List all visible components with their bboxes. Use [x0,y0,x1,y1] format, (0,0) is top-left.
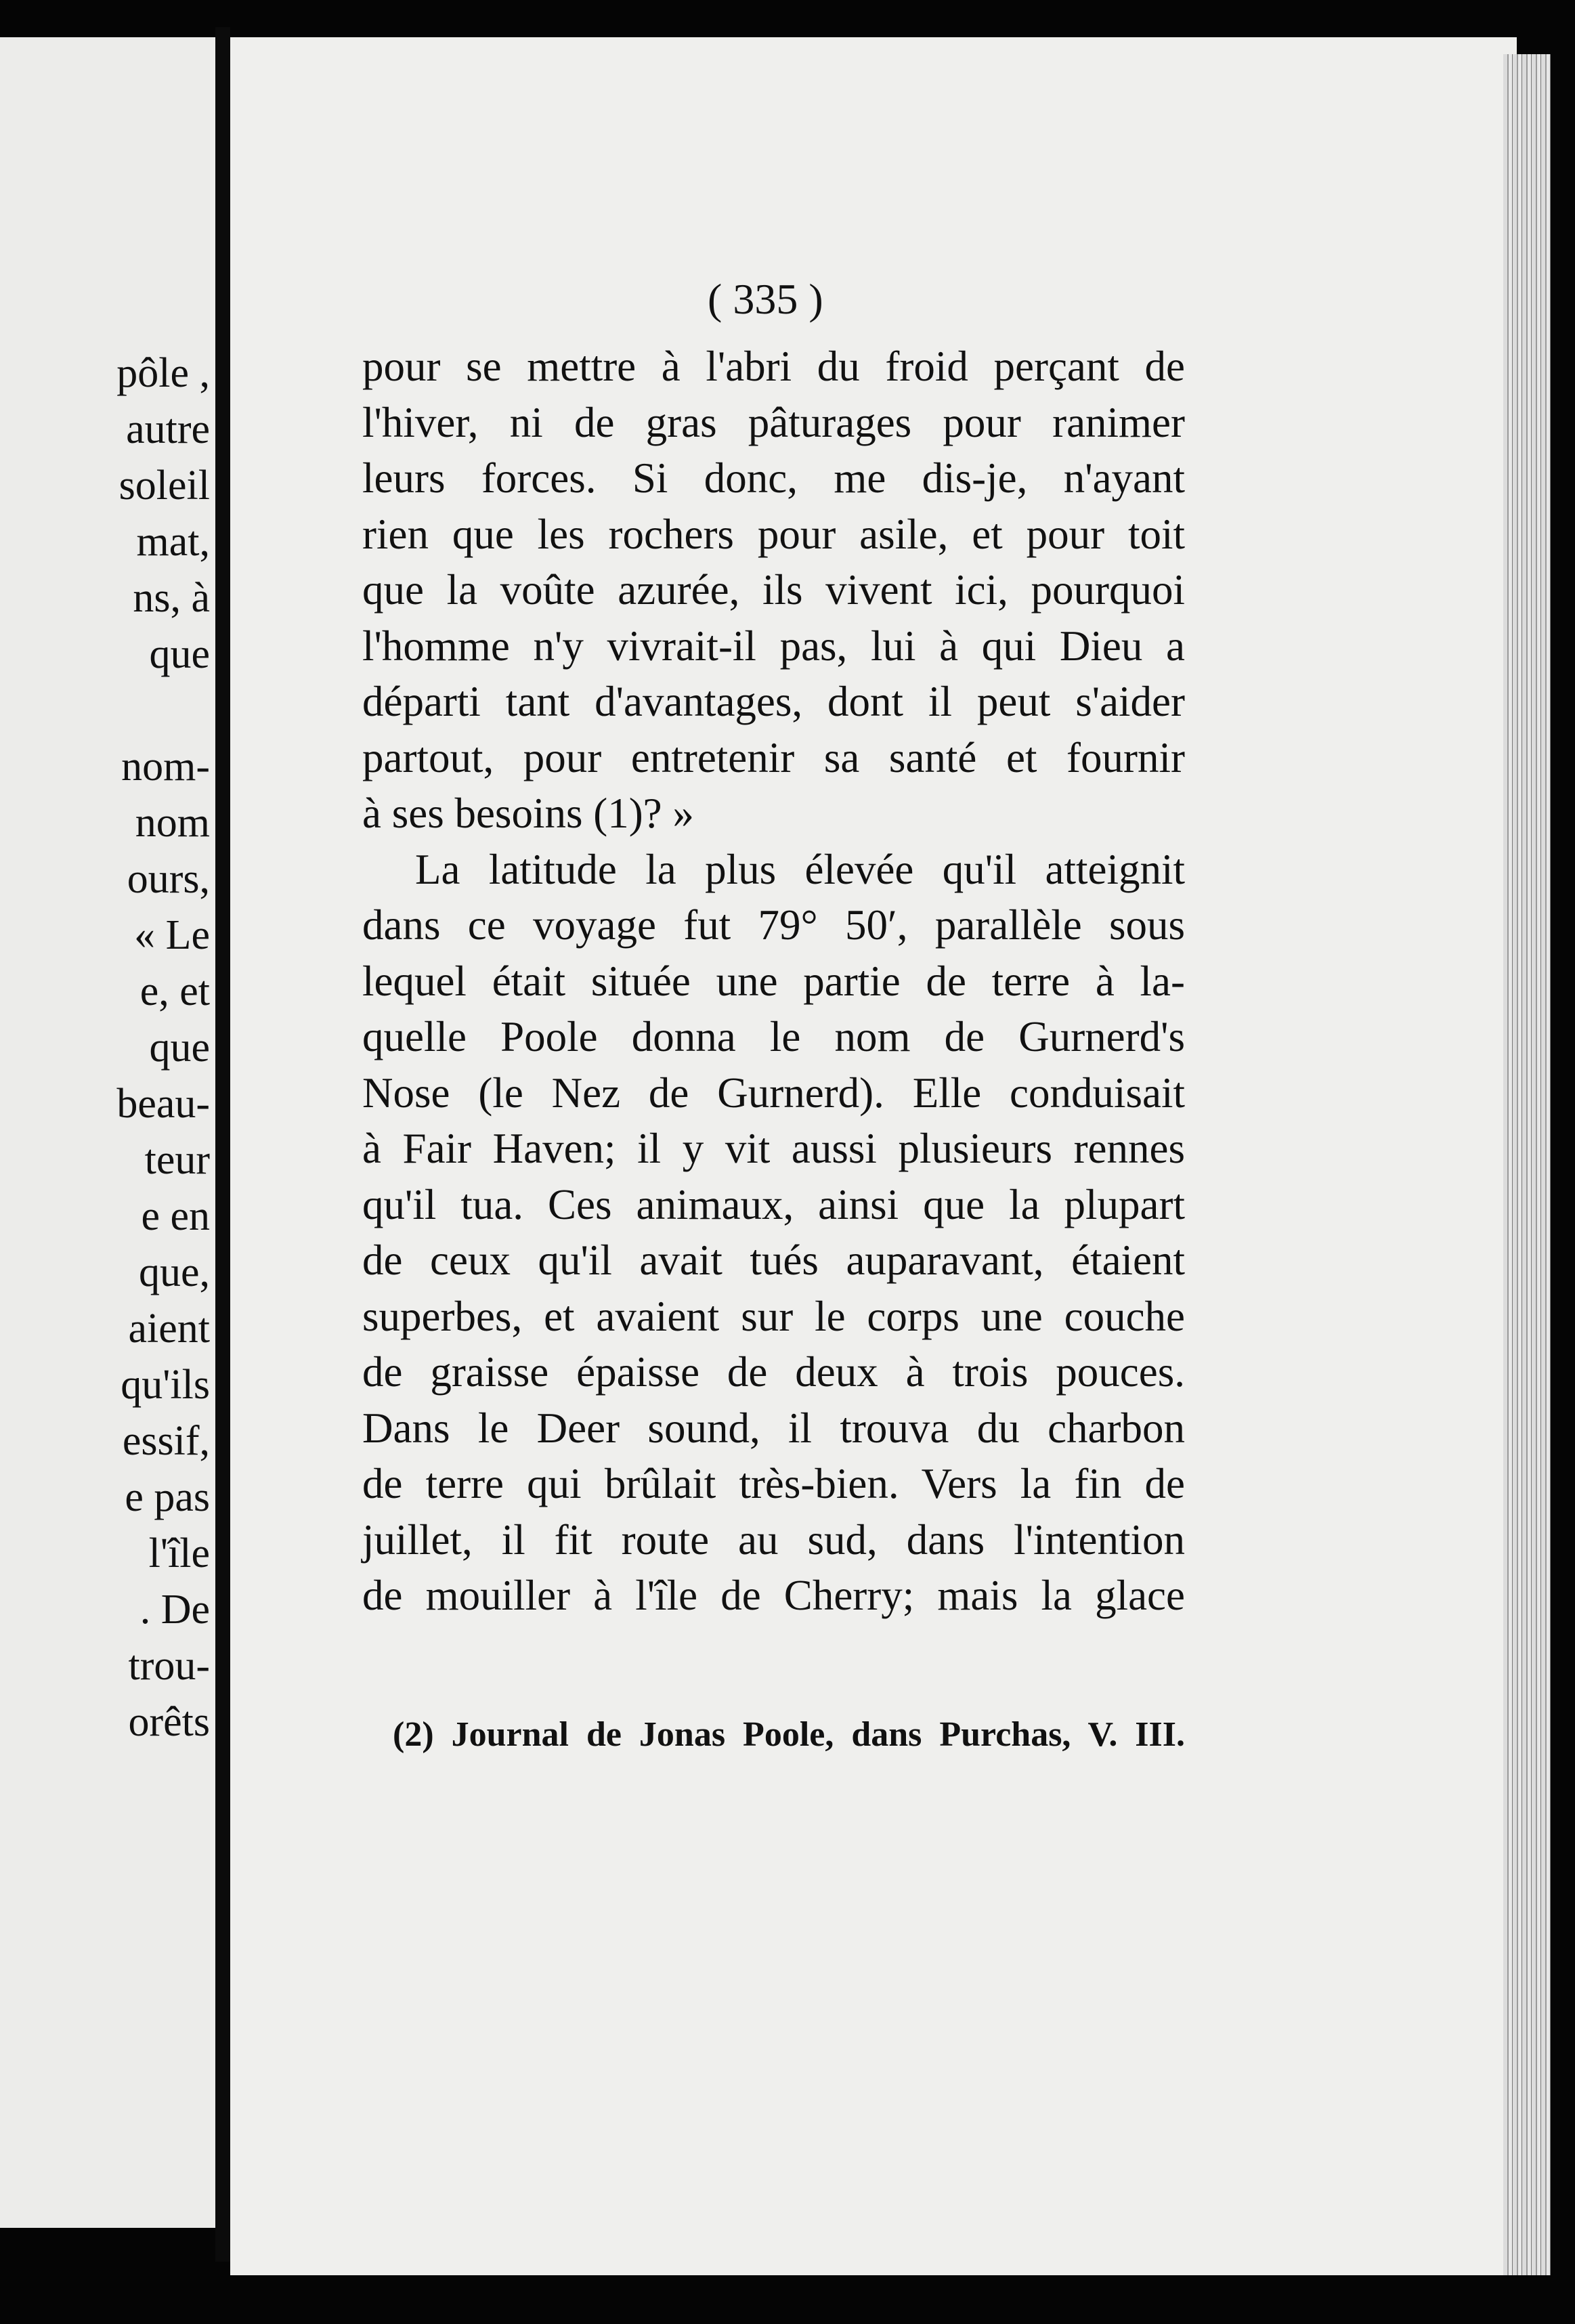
left-page-line: e, et [139,968,210,1014]
left-page-line: beau- [116,1081,210,1127]
left-page-line: que [149,631,210,677]
left-page-line: qu'ils [121,1362,210,1408]
left-page-line: que [149,1025,210,1071]
book-gutter [215,27,230,2262]
left-page-fragment [0,37,217,2228]
text-line: l'hiver, ni de gras pâturages pour ranimer [362,398,1185,446]
left-page-line: essif, [122,1418,210,1464]
text-line: pour se mettre à l'abri du froid perçant de [362,343,1185,390]
left-page-line: teur [144,1137,210,1183]
text-line: de terre qui brûlait très-bien. Vers la fin de [362,1460,1185,1507]
left-page-line: nom [135,800,210,846]
text-line: de graisse épaisse de deux à trois pouces. [362,1348,1185,1396]
left-page-line: ns, à [133,575,210,621]
body-text [362,339,1185,1624]
left-page-line: . De [139,1587,210,1633]
left-page-line: ours, [127,856,210,902]
left-page-line: « Le [134,912,210,958]
text-line: La latitude la plus élevée qu'il atteignit [415,845,1185,893]
left-page-line: aient [128,1306,210,1352]
text-line: rien que les rochers pour asile, et pour toit [362,510,1185,558]
left-page-line: que, [138,1249,210,1295]
left-page-line: trou- [128,1643,210,1689]
text-line: superbes, et avaient sur le corps une couche [362,1292,1185,1340]
text-line: quelle Poole donna le nom de Gurnerd's [362,1013,1185,1060]
text-line: Dans le Deer sound, il trouva du charbon [362,1404,1185,1452]
text-line: dans ce voyage fut 79° 50′, parallèle sous [362,901,1185,949]
text-line: de ceux qu'il avait tués auparavant, étaient [362,1236,1185,1284]
left-page-line: l'île [148,1530,210,1576]
text-line: partout, pour entretenir sa santé et fournir [362,733,1185,781]
text-line: lequel était située une partie de terre à la- [362,957,1185,1005]
footnote: (2) Journal de Jonas Poole, dans Purchas, V. III. [393,1715,1185,1754]
text-line: départi tant d'avantages, dont il peut s'aider [362,678,1185,725]
text-line: leurs forces. Si donc, me dis-je, n'ayant [362,454,1185,502]
left-page-line: soleil [118,462,210,509]
left-page-line: nom- [121,744,210,790]
text-line: que la voûte azurée, ils vivent ici, pourquoi [362,566,1185,614]
text-line: Nose (le Nez de Gurnerd). Elle conduisait [362,1069,1185,1117]
left-page-line: mat, [136,519,210,565]
left-page-line: e en [141,1193,210,1239]
text-line: à ses besoins (1)? » [362,790,694,837]
page-number: ( 335 ) [708,275,823,323]
text-line: l'homme n'y vivrait-il pas, lui à qui Dieu a [362,622,1185,670]
page-edges [1503,54,1551,2275]
left-page-line: orêts [128,1699,210,1745]
left-page-line: autre [126,406,210,452]
text-line: à Fair Haven; il y vit aussi plusieurs rennes [362,1125,1185,1172]
text-line: qu'il tua. Ces animaux, ainsi que la plupart [362,1180,1185,1228]
text-line: juillet, il fit route au sud, dans l'intention [362,1515,1185,1564]
text-line: de mouiller à l'île de Cherry; mais la glace [362,1572,1185,1619]
left-page-line: e pas [125,1474,210,1520]
left-page-line: pôle , [116,350,210,396]
